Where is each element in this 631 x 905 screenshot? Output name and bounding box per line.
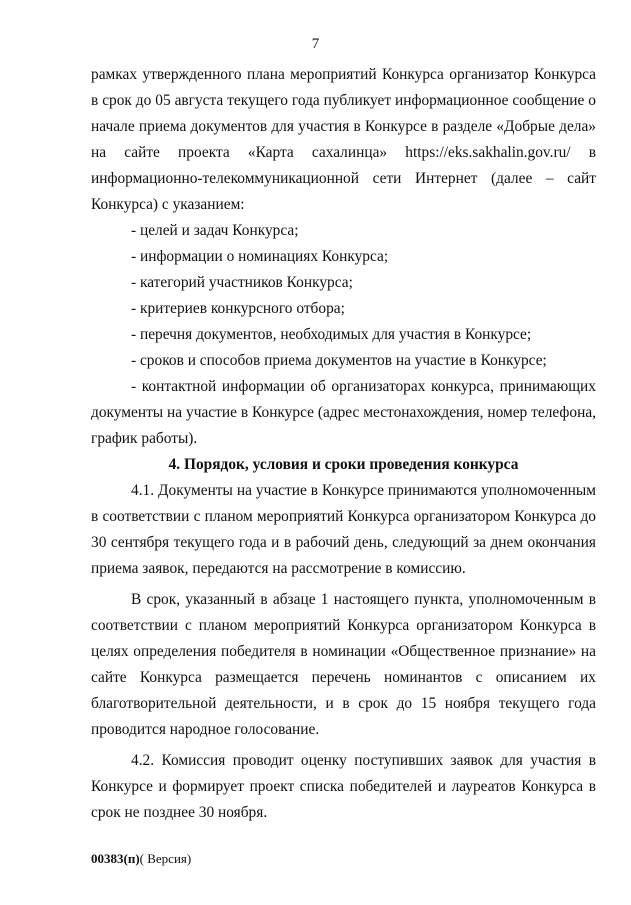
list-item: - перечня документов, необходимых для участия в Конкурсе;	[131, 326, 532, 343]
list-item: - сроков и способов приема документов на участие в Конкурсе;	[131, 352, 547, 369]
paragraph-4-2: 4.2. Комиссия проводит оценку поступивших заявок для участия в Конкурсе и формирует проект списка победителей и лауреатов Конкурса в срок не позднее 30 ноября.	[91, 752, 596, 821]
list-item-contacts: - контактной информации об организаторах конкурса, принимающих документы на участие в Конкурсе (адрес местонахождения, номер телефона, график работы).	[91, 378, 596, 447]
document-code: 00383(п)	[91, 851, 140, 866]
paragraph-4-1: 4.1. Документы на участие в Конкурсе принимаются уполномоченным в соответствии с планом мероприятий Конкурса организатором Конкурса до 30 сентября текущего года и в рабочий день, следующий за днем окончания приема заявок, передаются на рассмотрение в комиссию.	[91, 482, 596, 577]
paragraph-4-1-second: В срок, указанный в абзаце 1 настоящего пункта, уполномоченным в соответствии с планом мероприятий Конкурса организатором Конкурса в целях определения победителя в номинации «Общественное признание» на сайте Конкурса размещается перечень номинантов с описанием их благотворительной деятельности, и в срок до 15 ноября текущего года проводится народное голосование.	[91, 591, 596, 738]
paragraph-intro: рамках утвержденного плана мероприятий Конкурса организатор Конкурса в срок до 05 августа текущего года публикует информационное сообщение о начале приема документов для участия в Конкурсе в разделе «Добрые дела» на сайте проекта «Карта сахалинца» https://eks.sakhalin.gov.ru/ в информационно-телекоммуникационной сети Интернет (далее – сайт Конкурса) с указанием:	[91, 66, 596, 213]
list-item: - критериев конкурсного отбора;	[131, 300, 345, 317]
document-footer	[91, 851, 191, 867]
document-body	[91, 62, 596, 826]
page-number: 7	[311, 36, 320, 52]
list-item: - целей и задач Конкурса;	[131, 222, 299, 239]
section-heading: 4. Порядок, условия и сроки проведения конкурса	[168, 456, 519, 473]
list-item: - категорий участников Конкурса;	[131, 274, 353, 291]
list-item: - информации о номинациях Конкурса;	[131, 248, 389, 265]
document-version: ( Версия)	[139, 851, 192, 866]
